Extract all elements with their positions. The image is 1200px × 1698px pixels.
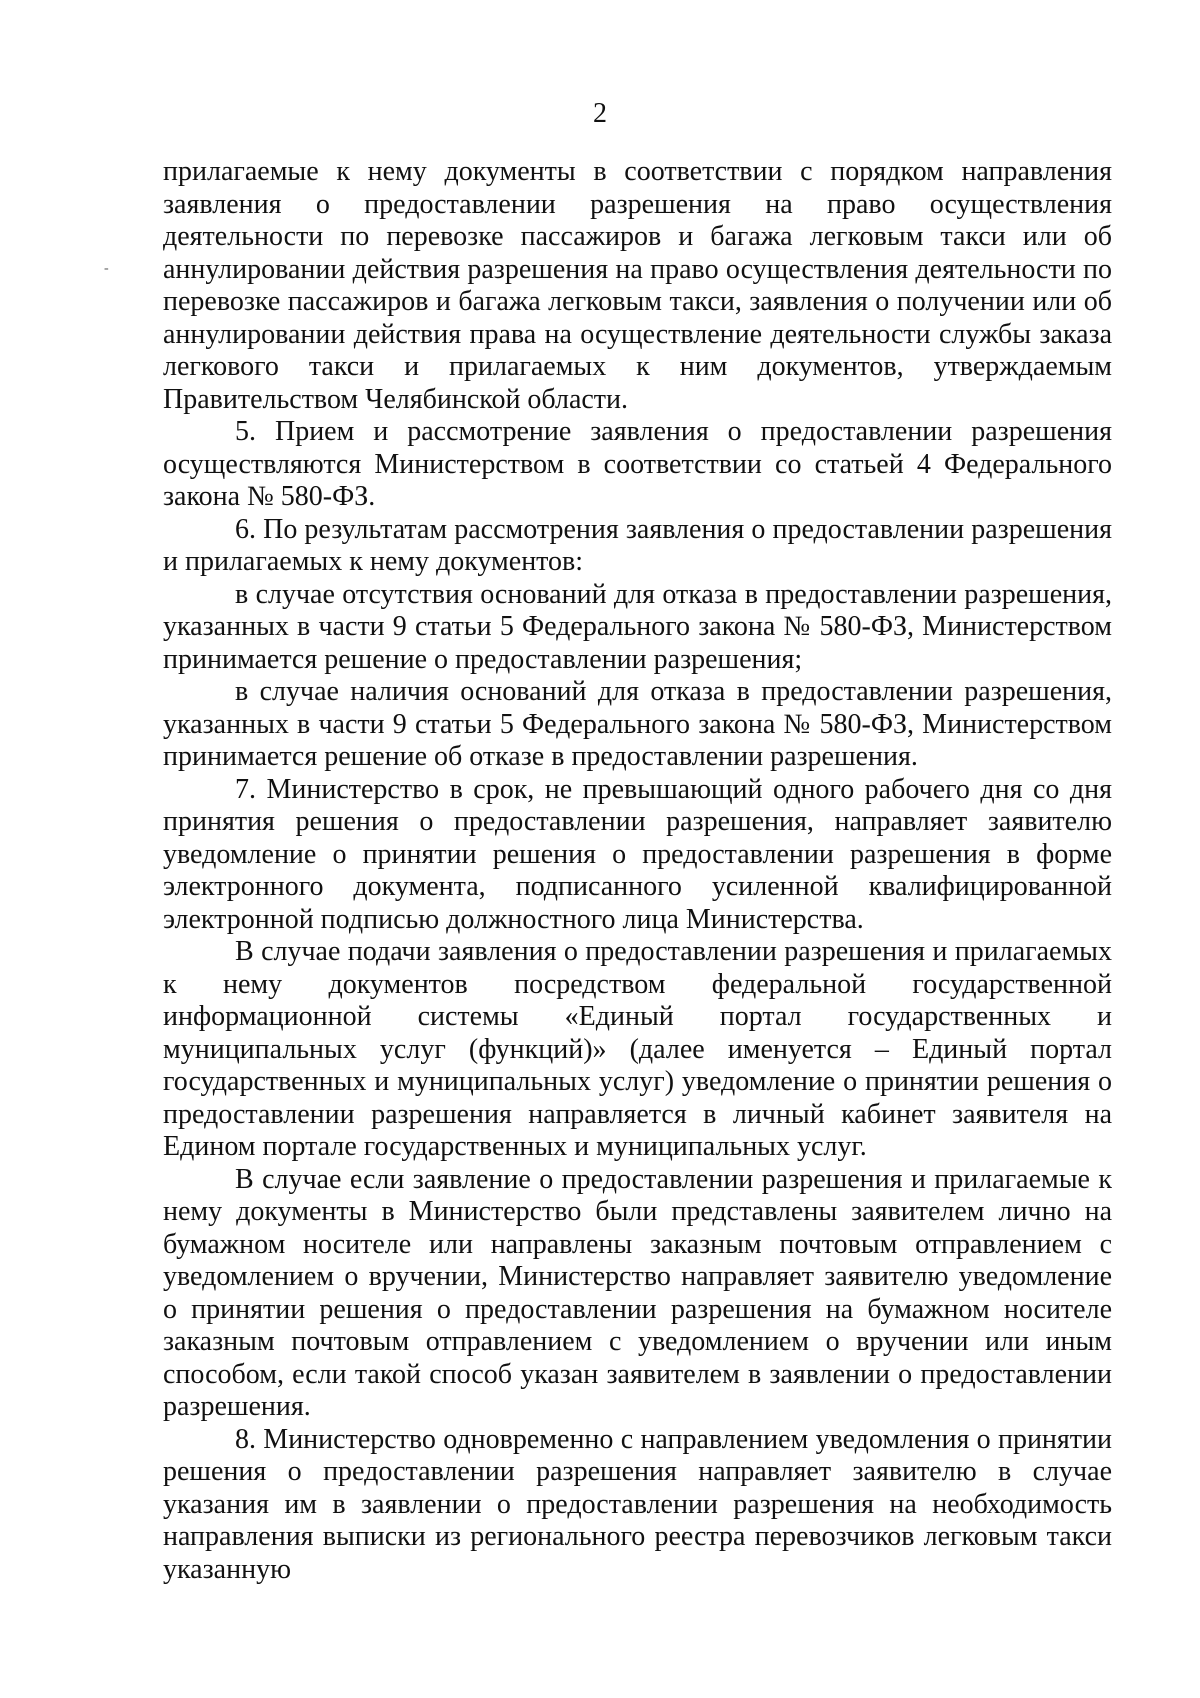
paragraph-item-6: 6. По результатам рассмотрения заявления о предоставлении разрешения и прилагаемых к нему документов:: [163, 513, 1112, 577]
margin-mark: -: [104, 261, 109, 276]
paragraph-item-6-no-grounds: в случае отсутствия оснований для отказа в предоставлении разрешения, указанных в части 9 статьи 5 Федерального закона № 580-ФЗ, Министерством принимается решение о предоставлении разрешения;: [163, 578, 1112, 675]
paragraph-continuation: прилагаемые к нему документы в соответствии с порядком направления заявления о предоставлении разрешения на право осуществления деятельности по перевозке пассажиров и багажа легковым такси или об аннулировании действия разрешения на право осуществления деятельности по перевозке пассажиров и багажа легковым такси, заявления о получении или об аннулировании действия права на осуществление деятельности службы заказа легкового такси и прилагаемых к ним документов, утверждаемым Правительством Челябинской области.: [163, 156, 1112, 415]
paragraph-item-8: 8. Министерство одновременно с направлением уведомления о принятии решения о предоставлении разрешения направляет заявителю в случае указания им в заявлении о предоставлении разрешения на необходимость направления выписки из регионального реестра перевозчиков легковым такси указанную: [163, 1423, 1112, 1585]
paragraph-item-7-paper: В случае если заявление о предоставлении разрешения и прилагаемые к нему документы в Министерство были представлены заявителем лично на бумажном носителе или направлены заказным почтовым отправлением с уведомлением о вручении, Министерство направляет заявителю уведомление о принятии решения о предоставлении разрешения на бумажном носителе заказным почтовым отправлением с уведомлением о вручении или иным способом, если такой способ указан заявителем в заявлении о предоставлении разрешения.: [163, 1163, 1112, 1422]
page-number: 2: [593, 98, 607, 129]
document-body: [163, 156, 1112, 1586]
paragraph-item-7-portal: В случае подачи заявления о предоставлении разрешения и прилагаемых к нему документов посредством федеральной государственной информационной системы «Единый портал государственных и муниципальных услуг (функций)» (далее именуется – Единый портал государственных и муниципальных услуг) уведомление о принятии решения о предоставлении разрешения направляется в личный кабинет заявителя на Едином портале государственных и муниципальных услуг.: [163, 936, 1112, 1162]
paragraph-item-6-grounds: в случае наличия оснований для отказа в предоставлении разрешения, указанных в части 9 статьи 5 Федерального закона № 580-ФЗ, Министерством принимается решение об отказе в предоставлении разрешения.: [163, 676, 1112, 772]
paragraph-item-7: 7. Министерство в срок, не превышающий одного рабочего дня со дня принятия решения о предоставлении разрешения, направляет заявителю уведомление о принятии решения о предоставлении разрешения в форме электронного документа, подписанного усиленной квалифицированной электронной подписью должностного лица Министерства.: [163, 773, 1112, 935]
paragraph-item-5: 5. Прием и рассмотрение заявления о предоставлении разрешения осуществляются Министерством в соответствии со статьей 4 Федерального закона № 580-ФЗ.: [163, 416, 1112, 512]
